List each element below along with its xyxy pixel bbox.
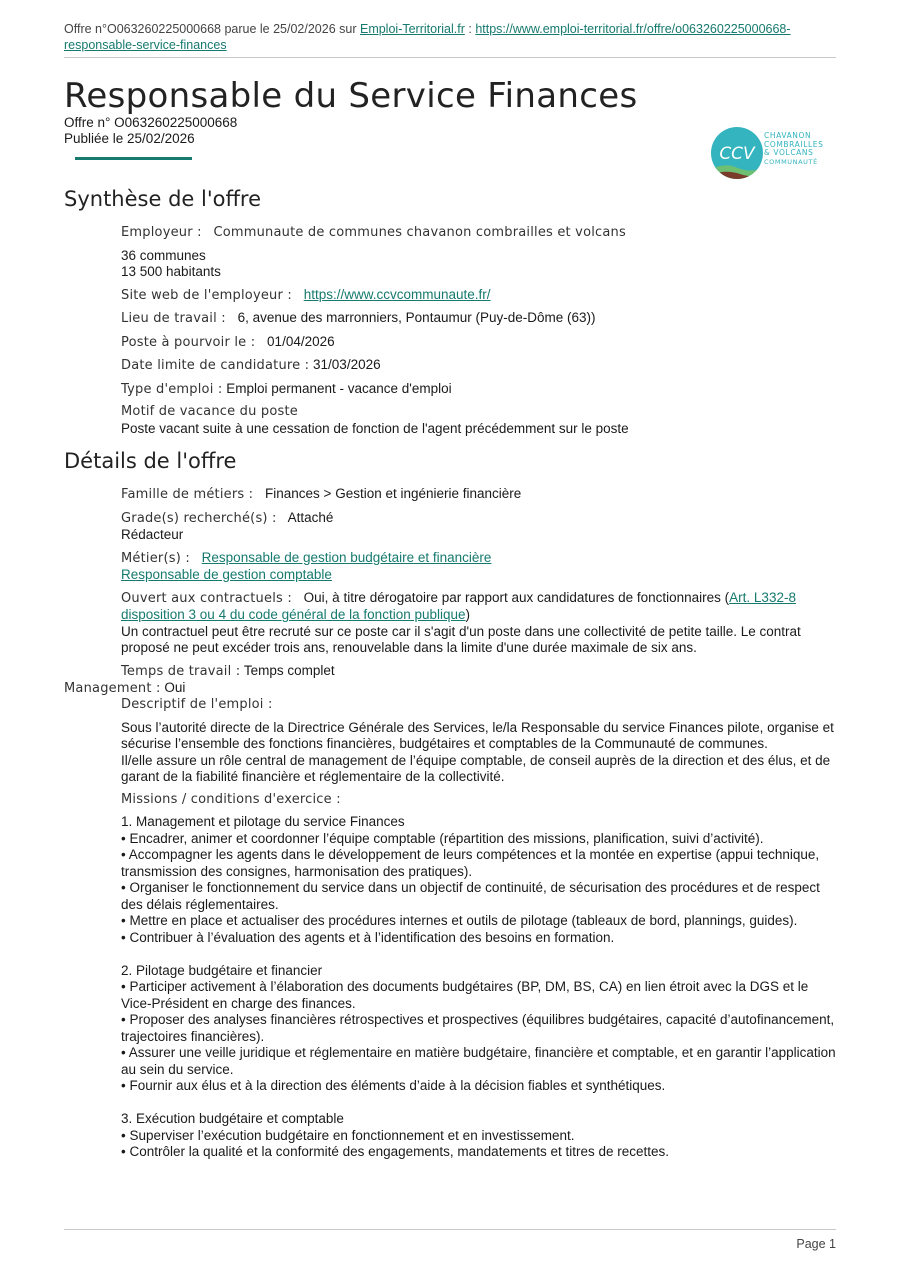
job-link[interactable]: Responsable de gestion comptable — [121, 567, 332, 582]
job-family-value: Finances > Gestion et ingénierie financière — [265, 486, 522, 501]
logo-line: & VOLCANS — [764, 148, 814, 157]
worktime-row — [121, 663, 837, 681]
mission-item: • Proposer des analyses financières rétrospectives et prospectives (équilibres budgétaires, capacité d’autofinancement, trajectoires financières). — [121, 1012, 835, 1044]
employer-desc-line: 36 communes — [121, 247, 206, 263]
website-label: Site web de l'employeur : — [121, 287, 292, 303]
footer-divider — [64, 1229, 836, 1230]
contract-label: Ouvert aux contractuels : — [121, 590, 292, 606]
deadline-row — [121, 357, 837, 375]
vacancy-reason-value: Poste vacant suite à une cessation de fonction de l'agent précédemment sur le poste — [121, 420, 629, 436]
mission-group — [121, 963, 837, 1095]
header-prefix: Offre n°O063260225000668 parue le 25/02/2026 sur — [64, 22, 357, 36]
jobs-row — [121, 550, 837, 584]
grades-row — [121, 510, 837, 544]
worktime-value: Temps complet — [243, 662, 335, 678]
header-separator: : — [468, 22, 472, 36]
job-type-value: Emploi permanent - vacance d'emploi — [226, 380, 452, 396]
missions-label: Missions / conditions d'exercice : — [121, 791, 341, 807]
logo-line: COMBRAILLES — [764, 139, 824, 149]
start-date-label: Poste à pourvoir le : — [121, 334, 256, 350]
legal-article-link[interactable]: Art. L332-8 disposition 3 ou 4 du code général de la fonction publique — [121, 589, 796, 622]
grade-item: Rédacteur — [121, 527, 184, 542]
mission-item: • Contrôler la qualité et la conformité des engagements, mandatements et titres de recettes. — [121, 1144, 670, 1159]
mission-item: • Accompagner les agents dans le développement de leurs compétences et la montée en expertise (appui technique, transmission des consignes, harmonisation des pratiques). — [121, 847, 820, 879]
management-row — [64, 680, 185, 698]
employer-label: Employeur : — [121, 225, 202, 240]
mission-item: • Organiser le fonctionnement du service dans un objectif de continuité, de sécurisation des procédures et de respect des délais réglementaires. — [121, 880, 820, 912]
job-family-row — [121, 486, 837, 504]
details-block — [121, 486, 837, 686]
employer-value: Communaute de communes chavanon combrailles et volcans — [213, 225, 626, 240]
document-header — [64, 21, 836, 58]
offer-number: Offre n° O063260225000668 — [64, 115, 238, 130]
logo-wordmark — [764, 132, 834, 166]
deadline-label: Date limite de candidature : — [121, 358, 310, 373]
contract-row — [121, 590, 837, 657]
title-underline — [75, 157, 192, 160]
deadline-value: 31/03/2026 — [313, 357, 381, 372]
mission-heading: 1. Management et pilotage du service Finances — [121, 814, 405, 829]
worktime-label: Temps de travail : — [121, 663, 241, 679]
grades-label: Grade(s) recherché(s) : — [121, 510, 277, 526]
mission-item: • Mettre en place et actualiser des procédures internes et outils de pilotage (tableaux de bord, plannings, guides). — [121, 913, 798, 928]
description-text — [121, 720, 837, 786]
page-title: Responsable du Service Finances — [64, 76, 638, 116]
job-link[interactable]: Responsable de gestion budgétaire et financière — [201, 549, 492, 565]
contract-note: Un contractuel peut être recruté sur ce poste car il s'agit d'un poste dans une collectivité de petite taille. Le contrat proposé ne peut excéder trois ans, renouvelable dans la limite d'une durée maximale de six ans. — [121, 623, 801, 655]
description-label: Descriptif de l'emploi : — [121, 697, 273, 712]
mission-item: • Participer activement à l’élaboration des documents budgétaires (BP, DM, BS, CA) en lien étroit avec la DGS et le Vice-Président en charge des finances. — [121, 979, 809, 1011]
mission-item: • Assurer une veille juridique et réglementaire en matière budgétaire, financière et comptable, et en garantir l’application au sein du service. — [121, 1045, 836, 1077]
mission-group — [121, 1111, 837, 1161]
ccv-logo-mark — [710, 126, 766, 182]
grade-item: Attaché — [287, 509, 334, 525]
synthese-block — [121, 224, 837, 443]
employer-website-link[interactable]: https://www.ccvcommunaute.fr/ — [303, 286, 491, 302]
description-block — [121, 697, 837, 1161]
job-type-row — [121, 381, 837, 399]
logo-line: COMMUNAUTÉ — [764, 157, 818, 166]
ccv-logo — [710, 126, 830, 182]
contract-value-end: ) — [465, 607, 471, 622]
mission-item: • Superviser l’exécution budgétaire en fonctionnement et en investissement. — [121, 1127, 575, 1143]
logo-initials: CCV — [719, 144, 755, 164]
section-details-title: Détails de l'offre — [64, 449, 237, 473]
logo-line: CHAVANON — [764, 131, 812, 140]
start-date-row — [121, 334, 837, 352]
mission-item: • Encadrer, animer et coordonner l’équipe comptable (répartition des missions, planification, suivi d’activité). — [121, 830, 764, 846]
contract-value: Oui, à titre dérogatoire par rapport aux candidatures de fonctionnaires ( — [303, 589, 730, 605]
employer-desc-line: 13 500 habitants — [121, 264, 221, 279]
emploi-territorial-link[interactable]: Emploi-Territorial.fr — [359, 22, 465, 36]
management-label: Management : — [64, 681, 161, 696]
mission-heading: 2. Pilotage budgétaire et financier — [121, 962, 323, 978]
website-row — [121, 287, 837, 305]
management-value: Oui — [164, 680, 186, 695]
vacancy-reason-row — [121, 404, 837, 437]
jobs-label: Métier(s) : — [121, 550, 190, 566]
mission-group — [121, 814, 837, 946]
mission-item: • Contribuer à l’évaluation des agents et à l’identification des besoins en formation. — [121, 929, 615, 945]
start-date-value: 01/04/2026 — [267, 333, 335, 349]
job-family-label: Famille de métiers : — [121, 487, 254, 502]
employer-row — [121, 224, 837, 242]
offer-meta — [64, 115, 237, 147]
location-row — [121, 310, 837, 328]
description-paragraph: Il/elle assure un rôle central de management de l’équipe comptable, de conseil auprès de la direction et des élus, et de garant de la fiabilité financière et réglementaire de la collectivité. — [121, 752, 831, 784]
mission-heading: 3. Exécution budgétaire et comptable — [121, 1111, 344, 1126]
description-paragraph: Sous l’autorité directe de la Directrice Générale des Services, le/la Responsable du service Finances pilote, organise et sécurise l’ensemble des fonctions financières, budgétaires et comptables de la Communauté de communes. — [121, 719, 834, 751]
offer-url-link[interactable]: https://www.emploi-territorial.fr/offre/o063260225000668-responsable-service-finances — [64, 22, 791, 52]
page-number: Page 1 — [796, 1237, 836, 1251]
publication-date: Publiée le 25/02/2026 — [64, 131, 195, 146]
location-label: Lieu de travail : — [121, 311, 226, 326]
location-value: 6, avenue des marronniers, Pontaumur (Puy-de-Dôme (63)) — [237, 310, 596, 325]
job-type-label: Type d'emploi : — [121, 381, 223, 397]
section-synthese-title: Synthèse de l'offre — [64, 187, 262, 211]
employer-description — [121, 248, 837, 281]
mission-item: • Fournir aux élus et à la direction des éléments d’aide à la décision fiables et synthétiques. — [121, 1078, 666, 1093]
vacancy-reason-label: Motif de vacance du poste — [121, 404, 298, 419]
